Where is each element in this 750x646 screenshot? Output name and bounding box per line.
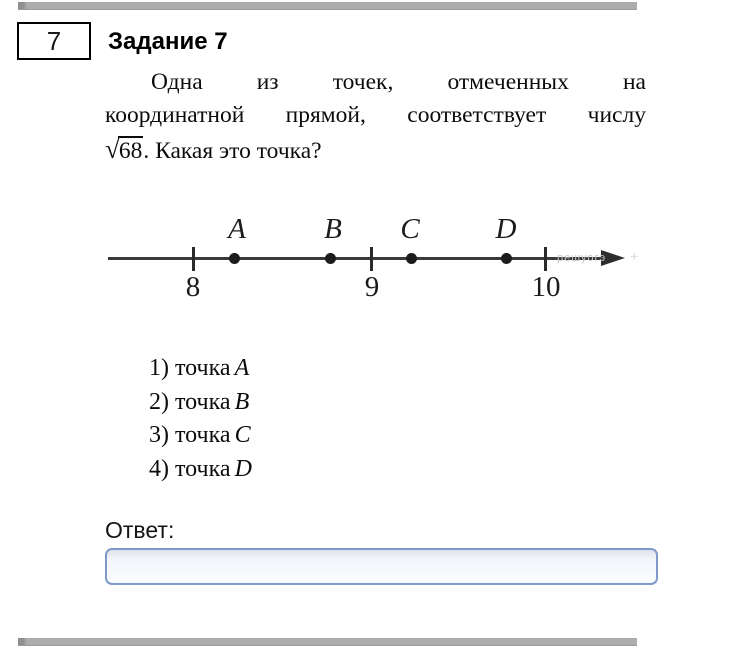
point-dot xyxy=(501,253,512,264)
option-row-1 xyxy=(149,352,252,386)
option-letter: C xyxy=(234,422,251,448)
watermark-plus-icon: + xyxy=(630,249,639,265)
question-line-2 xyxy=(105,99,646,132)
question-word: отмеченных xyxy=(447,69,569,95)
option-letter: D xyxy=(234,455,252,482)
number-line-figure xyxy=(0,215,680,315)
axis-line xyxy=(108,257,608,260)
option-word: точка xyxy=(175,355,231,381)
option-number: 3) xyxy=(149,422,169,448)
option-row-3 xyxy=(149,419,252,453)
tick-mark xyxy=(192,247,195,271)
option-letter: B xyxy=(234,388,250,415)
question-word: числу xyxy=(587,102,646,128)
option-letter: A xyxy=(234,355,250,381)
bottom-separator-bar xyxy=(18,638,637,646)
question-line-3 xyxy=(105,135,646,168)
option-number: 4) xyxy=(149,455,169,482)
question-word: на xyxy=(622,69,646,95)
point-label: A xyxy=(228,213,246,245)
sqrt-expression xyxy=(105,136,143,164)
point-dot xyxy=(406,253,417,264)
tick-label: 10 xyxy=(531,271,561,303)
question-word: прямой, xyxy=(285,102,366,128)
point-label: B xyxy=(324,213,342,245)
option-word: точка xyxy=(175,455,231,482)
option-number: 1) xyxy=(149,355,169,381)
tick-label: 8 xyxy=(185,271,201,303)
question-word: координатной xyxy=(105,102,245,128)
question-text xyxy=(105,66,646,168)
top-separator-bar xyxy=(18,2,637,10)
question-word: Одна xyxy=(151,69,203,95)
question-line-1 xyxy=(105,66,646,99)
option-row-4 xyxy=(149,453,252,487)
radicand: 68 xyxy=(118,138,143,164)
answer-input[interactable] xyxy=(105,548,658,585)
option-number: 2) xyxy=(149,388,169,415)
radical-icon: √ xyxy=(105,134,120,164)
tick-label: 9 xyxy=(364,271,380,303)
task-number-box xyxy=(17,22,91,60)
question-word: из xyxy=(256,69,279,95)
task-number: 7 xyxy=(46,25,62,56)
question-tail: . Какая это точка? xyxy=(143,138,322,164)
tick-mark xyxy=(544,247,547,271)
point-dot xyxy=(325,253,336,264)
option-word: точка xyxy=(175,388,231,415)
option-row-2 xyxy=(149,386,252,420)
question-word: соответствует xyxy=(407,102,547,128)
question-word: точек, xyxy=(332,69,394,95)
watermark: решуогэ xyxy=(557,252,607,264)
answer-label: Ответ: xyxy=(105,517,175,543)
point-label: D xyxy=(495,213,517,245)
task-title: Задание 7 xyxy=(108,28,228,55)
option-word: точка xyxy=(175,422,231,448)
point-dot xyxy=(229,253,240,264)
point-label: C xyxy=(400,213,420,245)
tick-mark xyxy=(370,247,373,271)
options-list xyxy=(149,352,252,486)
